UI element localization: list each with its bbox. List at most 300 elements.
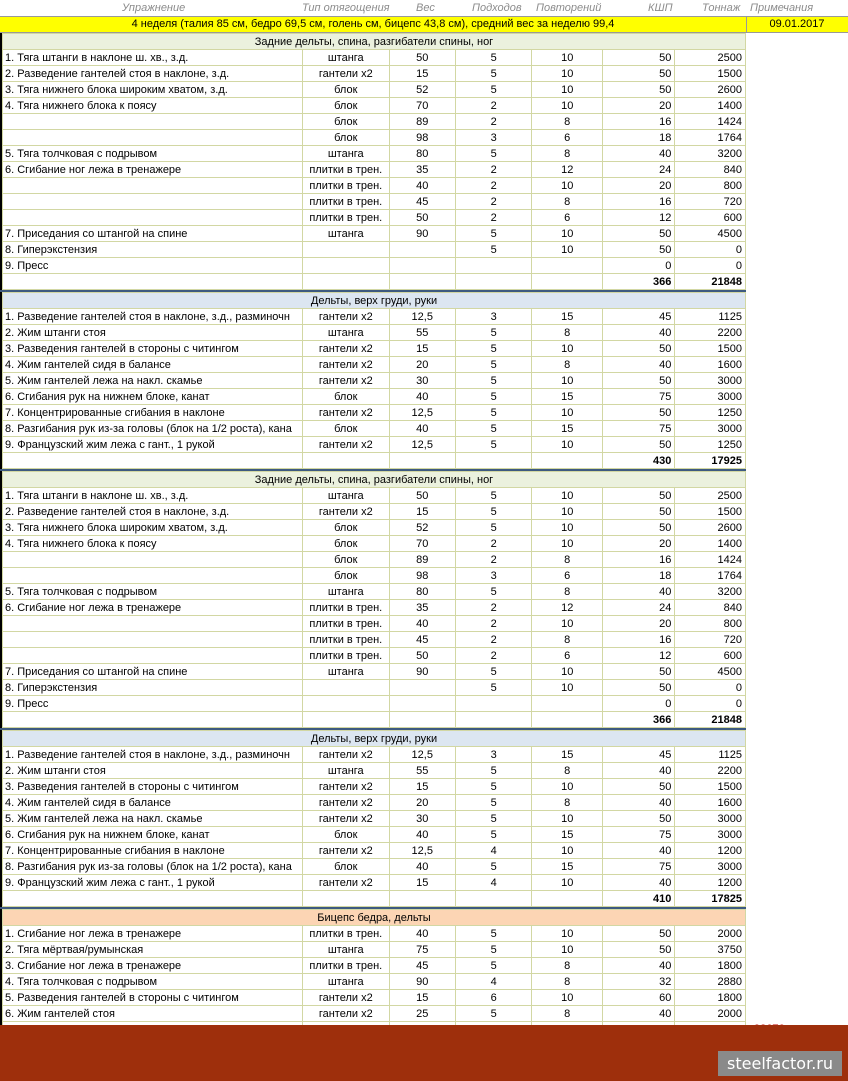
reps-cell: 10 bbox=[532, 373, 602, 389]
reps-cell: 6 bbox=[532, 130, 602, 146]
sets-cell: 5 bbox=[455, 680, 532, 696]
table-row bbox=[3, 130, 746, 146]
load-type-cell: блок bbox=[302, 389, 389, 405]
kshp-cell: 20 bbox=[602, 536, 674, 552]
tonnage-cell: 3000 bbox=[675, 811, 746, 827]
reps-cell: 15 bbox=[532, 309, 602, 325]
reps-cell: 10 bbox=[532, 616, 602, 632]
empty-cell bbox=[532, 453, 602, 469]
kshp-cell: 20 bbox=[602, 616, 674, 632]
footer-bar bbox=[0, 1025, 848, 1081]
tonnage-cell: 800 bbox=[675, 178, 746, 194]
weight-cell: 12,5 bbox=[389, 747, 455, 763]
kshp-cell: 50 bbox=[602, 226, 674, 242]
tonnage-cell: 2880 bbox=[675, 974, 746, 990]
tonnage-cell: 800 bbox=[675, 616, 746, 632]
load-type-cell: штанга bbox=[302, 664, 389, 680]
reps-cell: 15 bbox=[532, 859, 602, 875]
exercise-cell bbox=[3, 632, 303, 648]
block-title: Дельты, верх груди, руки bbox=[3, 293, 746, 309]
weight-cell: 40 bbox=[389, 421, 455, 437]
exercise-cell: 3. Тяга нижнего блока широким хватом, з.д. bbox=[3, 520, 303, 536]
exercise-cell: 5. Разведения гантелей в стороны с читингом bbox=[3, 990, 303, 1006]
weight-cell: 52 bbox=[389, 82, 455, 98]
weight-cell: 40 bbox=[389, 926, 455, 942]
sets-cell bbox=[455, 258, 532, 274]
weight-cell bbox=[389, 242, 455, 258]
load-type-cell: блок bbox=[302, 82, 389, 98]
exercise-cell: 6. Сгибания рук на нижнем блоке, канат bbox=[3, 389, 303, 405]
reps-cell: 10 bbox=[532, 990, 602, 1006]
table-row bbox=[3, 389, 746, 405]
sets-cell: 5 bbox=[455, 827, 532, 843]
sets-cell: 5 bbox=[455, 763, 532, 779]
block-title-row bbox=[3, 34, 746, 50]
reps-cell: 15 bbox=[532, 389, 602, 405]
weight-cell: 12,5 bbox=[389, 309, 455, 325]
exercise-cell: 6. Сгибание ног лежа в тренажере bbox=[3, 600, 303, 616]
tonnage-cell: 1764 bbox=[675, 568, 746, 584]
empty-cell bbox=[302, 891, 389, 907]
reps-cell: 8 bbox=[532, 325, 602, 341]
weight-cell: 15 bbox=[389, 66, 455, 82]
weight-cell: 50 bbox=[389, 488, 455, 504]
tonnage-cell: 1500 bbox=[675, 66, 746, 82]
kshp-cell: 50 bbox=[602, 488, 674, 504]
weight-cell: 35 bbox=[389, 600, 455, 616]
weight-cell: 15 bbox=[389, 875, 455, 891]
load-type-cell: штанга bbox=[302, 488, 389, 504]
tonnage-cell: 0 bbox=[675, 696, 746, 712]
total-kshp: 366 bbox=[602, 274, 674, 290]
kshp-cell: 75 bbox=[602, 421, 674, 437]
table-row bbox=[3, 664, 746, 680]
empty-cell bbox=[302, 453, 389, 469]
kshp-cell: 40 bbox=[602, 763, 674, 779]
totals-row bbox=[3, 453, 746, 469]
weight-cell: 12,5 bbox=[389, 405, 455, 421]
table-row bbox=[3, 325, 746, 341]
exercise-cell: 8. Разгибания рук из-за головы (блок на 1/2 роста), кана bbox=[3, 859, 303, 875]
kshp-cell: 50 bbox=[602, 779, 674, 795]
sets-cell: 5 bbox=[455, 926, 532, 942]
load-type-cell: штанга bbox=[302, 146, 389, 162]
weight-cell: 50 bbox=[389, 50, 455, 66]
sets-cell: 5 bbox=[455, 50, 532, 66]
table-row bbox=[3, 114, 746, 130]
sets-cell: 5 bbox=[455, 811, 532, 827]
exercise-cell: 8. Гиперэкстензия bbox=[3, 242, 303, 258]
exercise-cell: 6. Сгибания рук на нижнем блоке, канат bbox=[3, 827, 303, 843]
totals-row bbox=[3, 891, 746, 907]
reps-cell: 8 bbox=[532, 795, 602, 811]
workout-block bbox=[0, 730, 746, 907]
table-row bbox=[3, 178, 746, 194]
exercise-cell: 7. Приседания со штангой на спине bbox=[3, 226, 303, 242]
weight-cell: 15 bbox=[389, 504, 455, 520]
table-row bbox=[3, 421, 746, 437]
tonnage-cell: 1250 bbox=[675, 437, 746, 453]
exercise-cell: 9. Французский жим лежа с гант., 1 рукой bbox=[3, 437, 303, 453]
weight-cell: 89 bbox=[389, 114, 455, 130]
load-type-cell: блок bbox=[302, 520, 389, 536]
kshp-cell: 50 bbox=[602, 405, 674, 421]
tonnage-cell: 2600 bbox=[675, 520, 746, 536]
exercise-cell: 4. Жим гантелей сидя в балансе bbox=[3, 795, 303, 811]
table-row bbox=[3, 309, 746, 325]
exercise-cell: 2. Разведение гантелей стоя в наклоне, з.д. bbox=[3, 66, 303, 82]
load-type-cell: блок bbox=[302, 568, 389, 584]
weight-cell: 80 bbox=[389, 146, 455, 162]
block-title: Задние дельты, спина, разгибатели спины, ног bbox=[3, 472, 746, 488]
total-kshp: 430 bbox=[602, 453, 674, 469]
table-row bbox=[3, 210, 746, 226]
weight-cell: 20 bbox=[389, 357, 455, 373]
total-tonnage: 17925 bbox=[675, 453, 746, 469]
empty-cell bbox=[3, 712, 303, 728]
table-row bbox=[3, 696, 746, 712]
exercise-cell bbox=[3, 178, 303, 194]
table-row bbox=[3, 584, 746, 600]
kshp-cell: 50 bbox=[602, 680, 674, 696]
exercise-cell: 1. Тяга штанги в наклоне ш. хв., з.д. bbox=[3, 488, 303, 504]
reps-cell: 6 bbox=[532, 568, 602, 584]
total-tonnage: 17825 bbox=[675, 891, 746, 907]
sets-cell: 5 bbox=[455, 146, 532, 162]
exercise-cell: 6. Сгибание ног лежа в тренажере bbox=[3, 162, 303, 178]
load-type-cell: штанга bbox=[302, 226, 389, 242]
workout-block bbox=[0, 471, 746, 728]
column-header-row bbox=[0, 0, 848, 16]
load-type-cell: гантели x2 bbox=[302, 373, 389, 389]
workout-blocks bbox=[0, 33, 746, 1038]
kshp-cell: 40 bbox=[602, 325, 674, 341]
reps-cell: 8 bbox=[532, 632, 602, 648]
sets-cell: 5 bbox=[455, 584, 532, 600]
total-kshp: 410 bbox=[602, 891, 674, 907]
sets-cell: 5 bbox=[455, 437, 532, 453]
sets-cell: 2 bbox=[455, 632, 532, 648]
reps-cell: 10 bbox=[532, 98, 602, 114]
weight-cell: 45 bbox=[389, 958, 455, 974]
table-row bbox=[3, 568, 746, 584]
tonnage-cell: 4500 bbox=[675, 226, 746, 242]
reps-cell: 15 bbox=[532, 421, 602, 437]
tonnage-cell: 1764 bbox=[675, 130, 746, 146]
exercise-cell: 1. Тяга штанги в наклоне ш. хв., з.д. bbox=[3, 50, 303, 66]
totals-row bbox=[3, 712, 746, 728]
tonnage-cell: 1424 bbox=[675, 114, 746, 130]
exercise-cell: 7. Концентрированные сгибания в наклоне bbox=[3, 405, 303, 421]
tonnage-cell: 1200 bbox=[675, 843, 746, 859]
kshp-cell: 12 bbox=[602, 210, 674, 226]
reps-cell: 12 bbox=[532, 162, 602, 178]
exercise-cell: 7. Концентрированные сгибания в наклоне bbox=[3, 843, 303, 859]
reps-cell: 10 bbox=[532, 242, 602, 258]
table-row bbox=[3, 600, 746, 616]
weight-cell: 55 bbox=[389, 325, 455, 341]
sets-cell: 6 bbox=[455, 990, 532, 1006]
exercise-cell: 5. Тяга толчковая с подрывом bbox=[3, 146, 303, 162]
table-row bbox=[3, 373, 746, 389]
sets-cell: 2 bbox=[455, 600, 532, 616]
sets-cell: 5 bbox=[455, 795, 532, 811]
tonnage-cell: 0 bbox=[675, 242, 746, 258]
reps-cell: 10 bbox=[532, 520, 602, 536]
empty-cell bbox=[389, 712, 455, 728]
sets-cell: 2 bbox=[455, 162, 532, 178]
exercise-cell bbox=[3, 648, 303, 664]
tonnage-cell: 0 bbox=[675, 258, 746, 274]
kshp-cell: 20 bbox=[602, 98, 674, 114]
tonnage-cell: 0 bbox=[675, 680, 746, 696]
empty-cell bbox=[3, 453, 303, 469]
kshp-cell: 50 bbox=[602, 66, 674, 82]
exercise-cell: 2. Тяга мёртвая/румынская bbox=[3, 942, 303, 958]
kshp-cell: 40 bbox=[602, 1006, 674, 1022]
table-row bbox=[3, 162, 746, 178]
kshp-cell: 45 bbox=[602, 309, 674, 325]
block-title: Дельты, верх груди, руки bbox=[3, 731, 746, 747]
exercise-cell: 3. Тяга нижнего блока широким хватом, з.д. bbox=[3, 82, 303, 98]
weight-cell: 15 bbox=[389, 341, 455, 357]
weight-cell: 30 bbox=[389, 373, 455, 389]
exercise-cell: 5. Жим гантелей лежа на накл. скамье bbox=[3, 373, 303, 389]
reps-cell: 8 bbox=[532, 194, 602, 210]
load-type-cell: гантели x2 bbox=[302, 795, 389, 811]
reps-cell: 8 bbox=[532, 584, 602, 600]
reps-cell: 10 bbox=[532, 536, 602, 552]
exercise-cell: 6. Жим гантелей стоя bbox=[3, 1006, 303, 1022]
sets-cell: 5 bbox=[455, 82, 532, 98]
weight-cell: 45 bbox=[389, 194, 455, 210]
table-row bbox=[3, 50, 746, 66]
exercise-cell: 9. Французский жим лежа с гант., 1 рукой bbox=[3, 875, 303, 891]
load-type-cell: гантели x2 bbox=[302, 341, 389, 357]
kshp-cell: 12 bbox=[602, 648, 674, 664]
exercise-cell bbox=[3, 568, 303, 584]
sets-cell: 5 bbox=[455, 405, 532, 421]
load-type-cell bbox=[302, 696, 389, 712]
sets-cell: 5 bbox=[455, 504, 532, 520]
kshp-cell: 50 bbox=[602, 664, 674, 680]
workout-table bbox=[2, 292, 746, 469]
kshp-cell: 50 bbox=[602, 437, 674, 453]
tonnage-cell: 4500 bbox=[675, 664, 746, 680]
tonnage-cell: 1125 bbox=[675, 309, 746, 325]
exercise-cell: 4. Тяга толчковая с подрывом bbox=[3, 974, 303, 990]
reps-cell: 8 bbox=[532, 958, 602, 974]
tonnage-cell: 2000 bbox=[675, 926, 746, 942]
block-title-row bbox=[3, 472, 746, 488]
kshp-cell: 50 bbox=[602, 242, 674, 258]
load-type-cell: плитки в трен. bbox=[302, 926, 389, 942]
empty-cell bbox=[302, 712, 389, 728]
exercise-cell: 3. Разведения гантелей в стороны с читингом bbox=[3, 341, 303, 357]
kshp-cell: 18 bbox=[602, 568, 674, 584]
exercise-cell: 1. Разведение гантелей стоя в наклоне, з.д., разминочн bbox=[3, 747, 303, 763]
table-row bbox=[3, 843, 746, 859]
table-row bbox=[3, 616, 746, 632]
table-row bbox=[3, 990, 746, 1006]
kshp-cell: 0 bbox=[602, 258, 674, 274]
load-type-cell: штанга bbox=[302, 50, 389, 66]
exercise-cell: 2. Разведение гантелей стоя в наклоне, з.д. bbox=[3, 504, 303, 520]
load-type-cell: блок bbox=[302, 552, 389, 568]
exercise-cell: 7. Приседания со штангой на спине bbox=[3, 664, 303, 680]
tonnage-cell: 3000 bbox=[675, 859, 746, 875]
exercise-cell: 5. Жим гантелей лежа на накл. скамье bbox=[3, 811, 303, 827]
reps-cell: 10 bbox=[532, 178, 602, 194]
table-row bbox=[3, 226, 746, 242]
sets-cell: 2 bbox=[455, 648, 532, 664]
reps-cell: 15 bbox=[532, 827, 602, 843]
tonnage-cell: 3000 bbox=[675, 421, 746, 437]
reps-cell: 8 bbox=[532, 1006, 602, 1022]
tonnage-cell: 3000 bbox=[675, 389, 746, 405]
reps-cell: 8 bbox=[532, 763, 602, 779]
kshp-cell: 40 bbox=[602, 958, 674, 974]
reps-cell: 10 bbox=[532, 226, 602, 242]
weight-cell: 45 bbox=[389, 632, 455, 648]
table-row bbox=[3, 437, 746, 453]
reps-cell: 8 bbox=[532, 146, 602, 162]
sets-cell: 5 bbox=[455, 1006, 532, 1022]
load-type-cell: штанга bbox=[302, 974, 389, 990]
load-type-cell: гантели x2 bbox=[302, 437, 389, 453]
load-type-cell: гантели x2 bbox=[302, 990, 389, 1006]
totals-row bbox=[3, 274, 746, 290]
load-type-cell: плитки в трен. bbox=[302, 162, 389, 178]
empty-cell bbox=[3, 274, 303, 290]
table-row bbox=[3, 194, 746, 210]
sets-cell: 2 bbox=[455, 616, 532, 632]
brand-label[interactable]: steelfactor.ru bbox=[718, 1051, 842, 1076]
tonnage-cell: 3000 bbox=[675, 373, 746, 389]
sets-cell: 2 bbox=[455, 194, 532, 210]
week-banner bbox=[0, 16, 848, 33]
sets-cell: 2 bbox=[455, 178, 532, 194]
exercise-cell: 4. Тяга нижнего блока к поясу bbox=[3, 98, 303, 114]
block-title-row bbox=[3, 293, 746, 309]
tonnage-cell: 720 bbox=[675, 632, 746, 648]
kshp-cell: 16 bbox=[602, 632, 674, 648]
table-row bbox=[3, 632, 746, 648]
tonnage-cell: 3000 bbox=[675, 827, 746, 843]
sets-cell: 5 bbox=[455, 341, 532, 357]
reps-cell: 10 bbox=[532, 843, 602, 859]
kshp-cell: 50 bbox=[602, 341, 674, 357]
tonnage-cell: 1500 bbox=[675, 504, 746, 520]
kshp-cell: 32 bbox=[602, 974, 674, 990]
load-type-cell: блок bbox=[302, 827, 389, 843]
reps-cell bbox=[532, 258, 602, 274]
load-type-cell bbox=[302, 242, 389, 258]
kshp-cell: 40 bbox=[602, 843, 674, 859]
header-reps: Повторений bbox=[536, 2, 602, 14]
sets-cell: 2 bbox=[455, 98, 532, 114]
table-row bbox=[3, 926, 746, 942]
kshp-cell: 40 bbox=[602, 357, 674, 373]
tonnage-cell: 1400 bbox=[675, 98, 746, 114]
reps-cell bbox=[532, 696, 602, 712]
total-tonnage: 21848 bbox=[675, 712, 746, 728]
reps-cell: 10 bbox=[532, 341, 602, 357]
load-type-cell: гантели x2 bbox=[302, 811, 389, 827]
kshp-cell: 40 bbox=[602, 875, 674, 891]
empty-cell bbox=[455, 453, 532, 469]
week-title: 4 неделя (талия 85 см, бедро 69,5 см, голень см, бицепс 43,8 см), средний вес за неделю 99,4 bbox=[131, 18, 615, 30]
weight-cell: 89 bbox=[389, 552, 455, 568]
weight-cell: 98 bbox=[389, 130, 455, 146]
tonnage-cell: 2500 bbox=[675, 50, 746, 66]
reps-cell: 10 bbox=[532, 50, 602, 66]
sets-cell: 5 bbox=[455, 958, 532, 974]
block-title-row bbox=[3, 731, 746, 747]
load-type-cell: гантели x2 bbox=[302, 405, 389, 421]
table-row bbox=[3, 341, 746, 357]
empty-cell bbox=[389, 891, 455, 907]
tonnage-cell: 720 bbox=[675, 194, 746, 210]
load-type-cell: гантели x2 bbox=[302, 875, 389, 891]
exercise-cell bbox=[3, 130, 303, 146]
exercise-cell: 3. Разведения гантелей в стороны с читингом bbox=[3, 779, 303, 795]
kshp-cell: 20 bbox=[602, 178, 674, 194]
reps-cell: 10 bbox=[532, 942, 602, 958]
exercise-cell bbox=[3, 114, 303, 130]
kshp-cell: 16 bbox=[602, 194, 674, 210]
weight-cell: 40 bbox=[389, 827, 455, 843]
weight-cell: 80 bbox=[389, 584, 455, 600]
header-load-type: Тип отягощения bbox=[302, 2, 390, 14]
load-type-cell: плитки в трен. bbox=[302, 210, 389, 226]
reps-cell: 10 bbox=[532, 664, 602, 680]
exercise-cell: 9. Пресс bbox=[3, 696, 303, 712]
reps-cell: 12 bbox=[532, 600, 602, 616]
tonnage-cell: 600 bbox=[675, 648, 746, 664]
exercise-cell: 2. Жим штанги стоя bbox=[3, 763, 303, 779]
load-type-cell: плитки в трен. bbox=[302, 632, 389, 648]
table-row bbox=[3, 357, 746, 373]
sets-cell: 5 bbox=[455, 357, 532, 373]
exercise-cell: 9. Пресс bbox=[3, 258, 303, 274]
weight-cell: 90 bbox=[389, 664, 455, 680]
kshp-cell: 40 bbox=[602, 584, 674, 600]
load-type-cell: блок bbox=[302, 536, 389, 552]
tonnage-cell: 600 bbox=[675, 210, 746, 226]
empty-cell bbox=[532, 274, 602, 290]
empty-cell bbox=[455, 274, 532, 290]
table-row bbox=[3, 827, 746, 843]
table-row bbox=[3, 747, 746, 763]
weight-cell bbox=[389, 696, 455, 712]
sets-cell: 3 bbox=[455, 309, 532, 325]
kshp-cell: 50 bbox=[602, 373, 674, 389]
workout-block bbox=[0, 33, 746, 290]
tonnage-cell: 3200 bbox=[675, 584, 746, 600]
load-type-cell: блок bbox=[302, 421, 389, 437]
load-type-cell: гантели x2 bbox=[302, 309, 389, 325]
exercise-cell: 1. Сгибание ног лежа в тренажере bbox=[3, 926, 303, 942]
sets-cell: 5 bbox=[455, 779, 532, 795]
reps-cell: 6 bbox=[532, 210, 602, 226]
sets-cell: 5 bbox=[455, 373, 532, 389]
load-type-cell: плитки в трен. bbox=[302, 648, 389, 664]
weight-cell: 12,5 bbox=[389, 843, 455, 859]
header-tonnage: Тоннаж bbox=[702, 2, 741, 14]
sets-cell: 5 bbox=[455, 325, 532, 341]
kshp-cell: 50 bbox=[602, 926, 674, 942]
